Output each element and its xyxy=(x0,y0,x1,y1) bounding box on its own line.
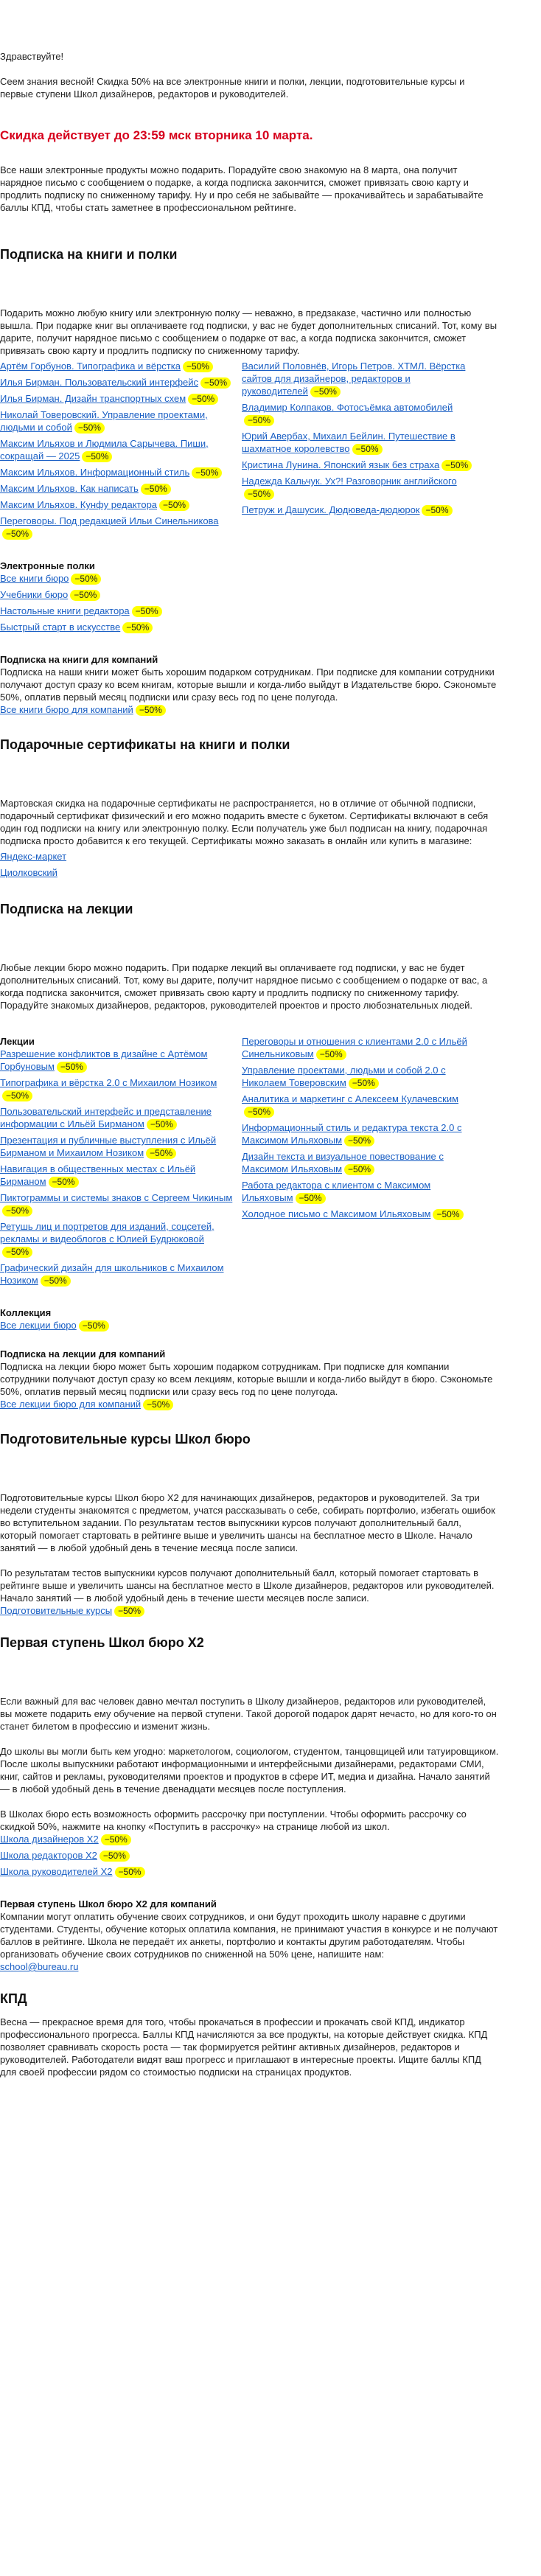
discount-badge: −50% xyxy=(70,590,100,601)
certs-link-1-row xyxy=(0,850,500,863)
list-item xyxy=(0,515,236,540)
discount-badge: −50% xyxy=(200,377,231,389)
email-row xyxy=(0,1960,500,1973)
lectures-company-item xyxy=(0,1398,500,1410)
list-item xyxy=(0,437,236,462)
product-link[interactable]: Ретушь лиц и портретов для изданий, соцсетей, рекламы и видеоблогов с Юлией Будрюковой xyxy=(0,1221,214,1245)
tsiolkovsky-link[interactable]: Циолковский xyxy=(0,867,57,878)
product-link[interactable]: Информационный стиль и редактура текста 2.0 с Максимом Ильяховым xyxy=(242,1122,462,1146)
discount-badge: −50% xyxy=(433,1209,463,1220)
list-item xyxy=(0,1261,236,1287)
lectures-grid xyxy=(0,1035,500,1290)
books-title: Подписка на книги и полки xyxy=(0,247,178,262)
discount-badge: −50% xyxy=(143,1399,173,1410)
list-item xyxy=(0,588,500,601)
list-item xyxy=(242,504,478,516)
first-step-text-2: До школы вы могли быть кем угодно: маркетологом, социологом, студентом, танцовщицей или татуировщиком. После школы выпускники работают информационными и интерфейсными дизайнерами, редакторами СМИ, книг, сайтов и рекламы, руководителями проектов и продуктов в сфере ИТ, медиа и дизайна. Начало занятий — в любой удобный день в течение двенадцати месяцев после поступления. xyxy=(0,1746,499,1795)
product-link[interactable]: Надежда Кальчук. Ух?! Разговорник английского xyxy=(242,476,457,487)
discount-badge: −50% xyxy=(122,622,153,633)
discount-badge: −50% xyxy=(141,484,171,495)
product-link[interactable]: Илья Бирман. Дизайн транспортных схем xyxy=(0,393,186,404)
product-link[interactable]: Презентация и публичные выступления с Ильёй Бирманом и Михаилом Нозиком xyxy=(0,1135,217,1158)
product-link[interactable]: Аналитика и маркетинг с Алексеем Кулачевским xyxy=(242,1093,459,1104)
discount-badge: −50% xyxy=(2,1247,32,1258)
prep-title: Подготовительные курсы Школ бюро xyxy=(0,1432,251,1447)
discount-badge: −50% xyxy=(2,1205,32,1216)
product-link[interactable]: Школа редакторов Х2 xyxy=(0,1850,97,1861)
books-right-column xyxy=(242,360,478,543)
kpd-section xyxy=(0,1991,500,2078)
discount-badge: −50% xyxy=(114,1606,144,1617)
product-link[interactable]: Быстрый старт в искусстве xyxy=(0,622,121,633)
certs-link-2-row xyxy=(0,866,500,879)
list-item xyxy=(242,1179,478,1204)
lectures-left-column xyxy=(0,1035,236,1290)
discount-badge: −50% xyxy=(82,451,112,462)
schools-list xyxy=(0,1833,500,1878)
discount-badge: −50% xyxy=(74,422,105,434)
discount-badge: −50% xyxy=(310,386,341,397)
discount-badge: −50% xyxy=(115,1867,145,1878)
product-link[interactable]: Илья Бирман. Пользовательский интерфейс xyxy=(0,377,199,388)
yandex-market-link[interactable]: Яндекс-маркет xyxy=(0,851,67,862)
discount-badge: −50% xyxy=(344,1164,374,1175)
list-item xyxy=(242,430,478,455)
certs-title: Подарочные сертификаты на книги и полки xyxy=(0,737,290,752)
product-link[interactable]: Разрешение конфликтов в дизайне с Артёмом Горбуновым xyxy=(0,1048,208,1072)
books-text: Подарить можно любую книгу или электронную полку — неважно, в предзаказе, частично или полностью вышла. При подарке книг вы оплачиваете год подписки, у вас не будет дополнительных списаний. Тот, кому вы дарите, получит нарядное письмо с сообщением о подарке от вас, а когда подписка закончится, сможет привязать свою карту и продлить подписку по сниженному тарифу. xyxy=(0,307,498,356)
product-link[interactable]: Максим Ильяхов. Кунфу редактора xyxy=(0,499,158,510)
shelves-list xyxy=(0,572,500,633)
lectures-right-column xyxy=(242,1035,478,1290)
product-link[interactable]: Типографика и вёрстка 2.0 с Михаилом Нозиком xyxy=(0,1077,217,1088)
first-step-company-text: Компании могут оплатить обучение своих сотрудников, и они будут проходить школу наравне с другими студентами. Студенты, обучение которых оплатила компания, не принимают участия в конкурсе и не получают баллов в рейтинге. Школа не передаёт их анкеты, портфолио и контакты другим работодателям. Чтобы организовать обучение своих сотрудников по сниженной на 50% цене, напишите нам: xyxy=(0,1911,498,1960)
lectures-section xyxy=(0,901,500,1410)
discount-badge: −50% xyxy=(192,467,222,478)
list-item xyxy=(0,1163,236,1188)
prep-text-2: По результатам тестов выпускники курсов получают дополнительный балл, который помогает стартовать в рейтинге выше и увеличить шансы на бесплатное место в Школе дизайнеров, редакторов или руководителей. Начало занятий — в любой удобный день в течение шести месяцев после записи. xyxy=(0,1567,495,1604)
discount-badge: −50% xyxy=(422,505,452,516)
product-link[interactable]: Максим Ильяхов и Людмила Сарычева. Пиши, сокращай — 2025 xyxy=(0,438,209,462)
list-item xyxy=(242,459,478,471)
intro-text: Все наши электронные продукты можно подарить. Порадуйте свою знакомую на 8 марта, она получит нарядное письмо с сообщением о подарке, а когда подписка закончится, сможет привязать свою карту и продлить подписку по сниженному тарифу. Ну и про себя не забывайте — прокачивайтесь и зарабатывайте баллы КПД, чтобы стать заметнее в профессиональном рейтинге. xyxy=(0,164,484,213)
list-item xyxy=(0,408,236,434)
list-item xyxy=(0,1865,500,1878)
list-item xyxy=(0,360,236,372)
discount-badge: −50% xyxy=(344,1135,374,1146)
list-item xyxy=(242,1093,478,1118)
school-email-link[interactable]: school@bureau.ru xyxy=(0,1961,79,1972)
list-item xyxy=(0,572,500,585)
discount-badge: −50% xyxy=(49,1177,79,1188)
discount-badge: −50% xyxy=(244,1107,274,1118)
first-step-text-3: В Школах бюро есть возможность оформить рассрочку при поступлении. Чтобы оформить рассрочку со скидкой 50%, нажмите на кнопку «Поступить в рассрочку» на странице любой из школ. xyxy=(0,1809,467,1832)
list-item xyxy=(0,621,500,633)
product-link[interactable]: Переговоры и отношения с клиентами 2.0 с Ильёй Синельниковым xyxy=(242,1036,467,1059)
product-link[interactable]: Школа руководителей Х2 xyxy=(0,1866,113,1877)
discount-badge: −50% xyxy=(147,1119,177,1130)
product-link[interactable]: Графический дизайн для школьников с Михаилом Нозиком xyxy=(0,1262,224,1286)
books-company-item xyxy=(0,703,500,716)
list-item xyxy=(0,1105,236,1130)
discount-badge: −50% xyxy=(188,394,218,405)
list-item xyxy=(242,1035,478,1060)
product-link[interactable]: Дизайн текста и визуальное повествование с Максимом Ильяховым xyxy=(242,1151,444,1174)
list-item xyxy=(0,1833,500,1845)
product-link[interactable]: Настольные книги редактора xyxy=(0,605,130,616)
lectures-company-link[interactable]: Все лекции бюро для компаний xyxy=(0,1399,142,1410)
discount-badge: −50% xyxy=(100,1851,130,1862)
product-link[interactable]: Кристина Лунина. Японский язык без страха xyxy=(242,459,440,470)
list-item xyxy=(0,1220,236,1258)
prep-link[interactable]: Подготовительные курсы xyxy=(0,1605,113,1616)
books-company-title: Подписка на книги для компаний xyxy=(0,654,158,665)
books-company-link[interactable]: Все книги бюро для компаний xyxy=(0,704,133,715)
list-item xyxy=(242,1150,478,1175)
discount-badge: −50% xyxy=(244,489,274,500)
shelves-title: Электронные полки xyxy=(0,560,95,571)
books-company-text: Подписка на наши книги может быть хорошим подарком сотрудникам. При подписке для компании сотрудники получают доступ сразу ко всем книгам, которые вышли и когда-либо выйдут в Издательстве бюро. Сэкономьте 50%, оплатив первый месяц подписки или сразу весь год по цене полугода. xyxy=(0,666,497,703)
list-item xyxy=(0,466,236,478)
list-item xyxy=(0,1076,236,1101)
discount-badge: −50% xyxy=(146,1148,176,1159)
first-step-text-1: Если важный для вас человек давно мечтал поступить в Школу дизайнеров, редакторов или руководителей, вы можете подарить ему обучение на первой ступени. Такой дорогой подарок дарят нечасто, но для кого-то он станет билетом в профессию и изменит жизнь. xyxy=(0,1696,497,1732)
product-link[interactable]: Управление проектами, людьми и собой 2.0 с Николаем Товеровским xyxy=(242,1065,446,1088)
discount-badge: −50% xyxy=(441,460,472,471)
discount-badge: −50% xyxy=(79,1320,109,1331)
discount-badge: −50% xyxy=(296,1193,326,1204)
list-item xyxy=(0,1191,236,1216)
kpd-text: Весна — прекрасное время для того, чтобы прокачаться в профессии и прокачать свой КПД, индикатор профессионального прогресса. Баллы КПД начисляются за все продукты, на которые действует скидка. КПД позволяет сравнивать скорость роста — так формируется рейтинг активных дизайнеров, редакторов и руководителей. Работодатели видят ваш прогресс и приглашают в интересные проекты. Ищите баллы КПД для своей профессии рядом со стоимостью подписки на страницах продуктов. xyxy=(0,2016,488,2078)
list-item xyxy=(0,498,236,511)
promo-deadline: Скидка действует до 23:59 мск вторника 10 марта. xyxy=(0,128,313,142)
product-link[interactable]: Холодное письмо с Максимом Ильяховым xyxy=(242,1208,431,1219)
collection-title: Коллекция xyxy=(0,1307,52,1318)
certs-text: Мартовская скидка на подарочные сертификаты не распространяется, но в отличие от обычной подписки, подарочный сертификат физический и его можно подарить вместе с букетом. Сертификаты включают в себя один год подписки на книгу или электронную полку. Если получатель уже был подписан на книгу, подарочная подписка просто добавится к его текущей. Сертификаты можно заказать в онлайн или купить в магазине: xyxy=(0,798,489,846)
discount-badge: −50% xyxy=(101,1834,131,1845)
list-item xyxy=(0,1134,236,1159)
discount-badge: −50% xyxy=(316,1049,346,1060)
product-link[interactable]: Максим Ильяхов. Информационный стиль xyxy=(0,467,190,478)
discount-badge: −50% xyxy=(136,705,166,716)
product-link[interactable]: Владимир Колпаков. Фотосъёмка автомобилей xyxy=(242,402,453,413)
product-link[interactable]: Учебники бюро xyxy=(0,589,69,600)
discount-badge: −50% xyxy=(2,529,32,540)
list-item xyxy=(242,360,478,397)
kpd-title: КПД xyxy=(0,1991,27,2006)
books-grid xyxy=(0,360,500,543)
prep-section xyxy=(0,1431,500,1617)
lectures-text: Любые лекции бюро можно подарить. При подарке лекций вы оплачиваете год подписки, у вас не будет дополнительных списаний. Тот, кому вы дарите, получит нарядное письмо с сообщением о подарке от вас, а когда подписка закончится, сможет привязать свою карту и продлить подписку по сниженному тарифу. Порадуйте знакомых дизайнеров, редакторов, руководителей проектов и просто любознательных людей. xyxy=(0,962,488,1011)
discount-badge: −50% xyxy=(132,606,162,617)
product-link[interactable]: Навигация в общественных местах с Ильёй Бирманом xyxy=(0,1163,196,1187)
collection-link[interactable]: Все лекции бюро xyxy=(0,1320,77,1331)
discount-badge: −50% xyxy=(244,415,274,426)
product-link[interactable]: Юрий Авербах, Михаил Бейлин. Путешествие в шахматное королевство xyxy=(242,431,456,454)
list-item xyxy=(0,605,500,617)
lectures-company-title: Подписка на лекции для компаний xyxy=(0,1348,166,1360)
product-link[interactable]: Все книги бюро xyxy=(0,573,69,584)
product-link[interactable]: Переговоры. Под редакцией Ильи Синельникова xyxy=(0,515,219,526)
lead-text: Сеем знания весной! Скидка 50% на все электронные книги и полки, лекции, подготовительные курсы и первые ступени Школ дизайнеров, редакторов и руководителей. xyxy=(0,76,465,100)
list-item xyxy=(242,475,478,500)
list-item xyxy=(242,1208,478,1220)
product-link[interactable]: Николай Товеровский. Управление проектами, людьми и собой xyxy=(0,409,208,433)
product-link[interactable]: Школа дизайнеров Х2 xyxy=(0,1834,99,1845)
list-item xyxy=(0,1849,500,1862)
product-link[interactable]: Василий Половнёв, Игорь Петров. ХТМЛ. Вёрстка сайтов для дизайнеров, редакторов и руководителей xyxy=(242,361,466,397)
discount-badge: −50% xyxy=(71,574,101,585)
collection-item xyxy=(0,1319,500,1331)
discount-badge: −50% xyxy=(57,1062,87,1073)
first-step-section xyxy=(0,1635,500,1973)
discount-badge: −50% xyxy=(159,500,189,511)
discount-badge: −50% xyxy=(349,1078,379,1089)
product-link[interactable]: Петруж и Дашусик. Дюдюведа-дюдюрок xyxy=(242,504,420,515)
list-item xyxy=(242,1121,478,1146)
product-link[interactable]: Пиктограммы и системы знаков с Сергеем Чикиным xyxy=(0,1192,233,1203)
prep-text-1: Подготовительные курсы Школ бюро Х2 для начинающих дизайнеров, редакторов и руководителей. За три недели студенты знакомятся с предметом, учатся рассказывать о себе, собирать портфолио, избегать ошибок во вступительном задании. По результатам тестов выпускники курсов получают дополнительный балл, который помогает стартовать в рейтинге выше и увеличить шансы на бесплатное место в Школе. Начало занятий — в любой удобный день в течение месяца после записи. xyxy=(0,1492,495,1553)
lectures-list-title: Лекции xyxy=(0,1036,35,1047)
product-link[interactable]: Пользовательский интерфейс и представление информации с Ильёй Бирманом xyxy=(0,1106,212,1129)
first-step-company-title: Первая ступень Школ бюро Х2 для компаний xyxy=(0,1898,217,1910)
first-step-title: Первая ступень Школ бюро Х2 xyxy=(0,1635,204,1650)
list-item xyxy=(242,401,478,426)
prep-item xyxy=(0,1604,500,1617)
discount-badge: −50% xyxy=(41,1275,71,1287)
discount-badge: −50% xyxy=(2,1090,32,1101)
list-item xyxy=(0,482,236,495)
list-item xyxy=(0,392,236,405)
list-item xyxy=(242,1064,478,1089)
certs-section xyxy=(0,737,500,879)
product-link[interactable]: Максим Ильяхов. Как написать xyxy=(0,483,139,494)
list-item xyxy=(0,1048,236,1073)
discount-badge: −50% xyxy=(352,444,383,455)
lectures-title: Подписка на лекции xyxy=(0,902,133,916)
product-link[interactable]: Артём Горбунов. Типографика и вёрстка xyxy=(0,361,181,372)
greeting: Здравствуйте! xyxy=(0,51,64,62)
books-section xyxy=(0,246,500,716)
discount-badge: −50% xyxy=(183,361,213,372)
lectures-company-text: Подписка на лекции бюро может быть хорошим подарком сотрудникам. При подписке для компании сотрудники получают доступ сразу ко всем лекциям, которые вышли и когда-либо выйдут в бюро. Сэкономьте 50%, оплатив первый месяц подписки или сразу весь год по цене полугода. xyxy=(0,1361,493,1397)
list-item xyxy=(0,376,236,389)
product-link[interactable]: Работа редактора с клиентом с Максимом Ильяховым xyxy=(242,1180,431,1203)
books-left-column xyxy=(0,360,236,543)
